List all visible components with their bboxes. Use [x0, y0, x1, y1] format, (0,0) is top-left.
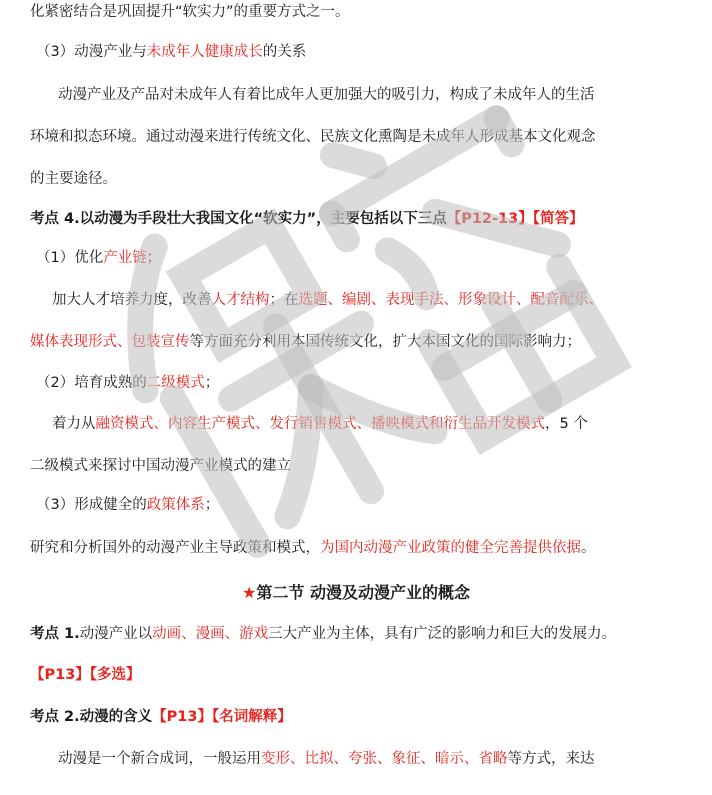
body-text: 三大产业为主体，具有广泛的影响力和巨大的发展力。	[268, 626, 617, 642]
body-text: （3）动漫产业与	[36, 44, 147, 60]
highlight-text: ★	[242, 583, 257, 602]
body-text: ，5 个	[545, 416, 588, 432]
highlight-text: 未成年人健康成长	[146, 44, 263, 60]
highlight-text: 产业链	[103, 250, 147, 266]
list-item-secondary-mode	[36, 373, 219, 393]
body-text: 动漫产业及产品对未成年人有着比成年人更加强大的吸引力，构成了未成年人的生活	[58, 87, 595, 103]
body-text: 二级模式来探讨中国动漫产业模式的建立	[30, 458, 291, 474]
body-text: ；	[204, 375, 220, 391]
paragraph-line	[30, 538, 596, 558]
exam-point-4-heading	[30, 209, 583, 229]
body-text: 动漫产业以	[79, 626, 153, 642]
paragraph-line	[52, 414, 588, 434]
body-text: 等方面充分利用本国传统文化，扩大本国文化的国际影响力；	[189, 334, 581, 350]
highlight-text: 【P13】【多选】	[30, 667, 141, 683]
highlight-text: 人才结构	[211, 292, 270, 308]
exam-point-2-heading	[30, 707, 292, 727]
body-text: 。	[581, 540, 596, 556]
section-2-title	[0, 580, 712, 603]
paragraph-line	[58, 85, 595, 105]
body-text: 考点 4.以动漫为手段壮大我国文化“软实力”，主要包括以下三点	[30, 211, 447, 227]
body-text: 的关系	[262, 44, 307, 60]
body-text: （3）形成健全的	[36, 497, 147, 513]
highlight-text: 媒体表现形式、包装宣传	[30, 334, 190, 350]
body-text: 考点 1.	[30, 626, 80, 642]
highlight-text: 政策体系	[146, 497, 205, 513]
list-item-policy-system	[36, 495, 219, 515]
body-text: 化紧密结合是巩固提升“软实力”的重要方式之一。	[30, 4, 350, 20]
highlight-text: 变形、比拟、夸张、象征、暗示、省略	[261, 751, 508, 767]
paragraph-line	[58, 749, 595, 769]
paragraph-line	[30, 127, 596, 147]
body-text: 着力从	[52, 416, 96, 432]
exam-point-1-line	[30, 624, 616, 644]
body-text: 动漫是一个新合成词，一般运用	[58, 751, 261, 767]
body-text: 考点 2.动漫的含义	[30, 709, 153, 725]
paragraph-line	[30, 2, 350, 22]
body-text: 环境和拟态环境。通过动漫来进行传统文化、民族文化熏陶是未成年人形成基本文化观念	[30, 129, 596, 145]
highlight-text: 为国内动漫产业政策的健全完善提供依据	[320, 540, 581, 556]
paragraph-line	[30, 456, 291, 476]
body-text: ；	[146, 250, 162, 266]
highlight-text: 融资模式、内容生产模式、发行销售模式、播映模式和衍生品开发模式	[95, 416, 545, 432]
subheading-relation-minors	[36, 42, 306, 62]
body-text: ；在	[269, 292, 299, 308]
paragraph-line	[30, 169, 117, 189]
highlight-text: 【P13】【名词解释】	[152, 709, 292, 725]
highlight-text: 【P12-13】【简答】	[446, 211, 584, 227]
body-text: 加大人才培养力度，改善	[52, 292, 212, 308]
body-text: 等方式，来达	[507, 751, 595, 767]
paragraph-line	[52, 290, 603, 310]
body-text: 的主要途径。	[30, 171, 117, 187]
body-text: 第二节 动漫及动漫产业的概念	[256, 583, 470, 602]
list-item-optimize-chain	[36, 248, 161, 268]
body-text: ；	[204, 497, 220, 513]
highlight-text: 动画、漫画、游戏	[152, 626, 269, 642]
highlight-text: 二级模式	[146, 375, 205, 391]
body-text: （2）培育成熟的	[36, 375, 147, 391]
paragraph-line	[30, 332, 581, 352]
highlight-text: 选题、编剧、表现手法、形象设计、配音配乐、	[298, 292, 603, 308]
body-text: 研究和分析国外的动漫产业主导政策和模式，	[30, 540, 320, 556]
body-text: （1）优化	[36, 250, 104, 266]
exam-point-1-tags	[30, 665, 141, 685]
